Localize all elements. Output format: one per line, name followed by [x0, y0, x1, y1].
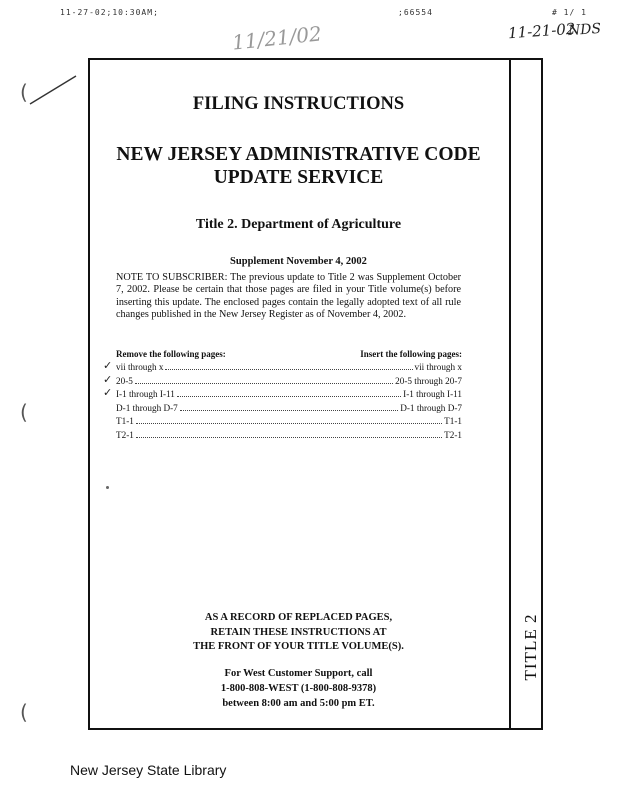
remove-column-header: Remove the following pages:: [116, 349, 226, 359]
remove-pages: 20-5: [116, 375, 133, 386]
code-title-line1: NEW JERSEY ADMINISTRATIVE CODE: [116, 144, 481, 165]
insert-pages: T1-1: [444, 416, 462, 426]
remove-pages: T2-1: [116, 429, 134, 440]
customer-support: [88, 666, 509, 711]
side-title-label: TITLE 2: [521, 613, 540, 681]
record-instructions: [88, 611, 509, 655]
side-divider: [509, 58, 511, 730]
remove-pages: I-1 through I-11: [116, 389, 175, 399]
scan-speck: [106, 486, 109, 489]
page-title: FILING INSTRUCTIONS: [192, 94, 405, 114]
handwritten-date: 11-21-02: [507, 19, 576, 43]
handwritten-initials: NDS: [567, 20, 602, 40]
hole-punch-mark: (: [20, 80, 28, 104]
table-row: [116, 416, 462, 430]
table-row: [103, 373, 462, 390]
insert-pages: D-1 through D-7: [400, 402, 462, 413]
record-line: RETAIN THESE INSTRUCTIONS AT: [210, 626, 387, 638]
remove-pages: T1-1: [116, 416, 134, 426]
supplement-date: Supplement November 4, 2002: [230, 256, 367, 267]
fax-header: [0, 8, 618, 22]
leader-dots: [136, 423, 442, 424]
handwritten-scribble: 11/21/02: [230, 21, 323, 55]
checkmark-icon: ✓: [103, 360, 113, 372]
table-row: [103, 387, 462, 403]
checkmark-icon: ✓: [103, 373, 113, 386]
support-hours: between 8:00 am and 5:00 pm ET.: [222, 698, 375, 709]
pages-table: [103, 360, 462, 443]
insert-column-header: Insert the following pages:: [360, 349, 462, 359]
fax-page: # 1/ 1: [552, 8, 587, 17]
record-line: THE FRONT OF YOUR TITLE VOLUME(S).: [193, 641, 404, 652]
pen-stroke-mark: [28, 74, 78, 108]
remove-pages: vii through x: [116, 362, 164, 372]
insert-pages: T2-1: [444, 429, 462, 440]
leader-dots: [136, 437, 442, 438]
leader-dots: [177, 396, 401, 397]
library-stamp: New Jersey State Library: [70, 762, 227, 778]
leader-dots: [165, 369, 412, 370]
table-row: [116, 403, 462, 417]
record-line: AS A RECORD OF REPLACED PAGES,: [204, 612, 393, 623]
title-heading: Title 2. Department of Agriculture: [195, 217, 402, 232]
leader-dots: [180, 410, 398, 411]
support-line: For West Customer Support, call: [224, 668, 373, 679]
support-phone: 1-800-808-WEST (1-800-808-9378): [220, 683, 377, 694]
fax-number: ;66554: [398, 8, 433, 17]
checkmark-icon: ✓: [103, 387, 113, 399]
table-row: [116, 430, 462, 444]
table-row: [103, 360, 462, 376]
hole-punch-mark: (: [20, 400, 28, 424]
hole-punch-mark: (: [20, 700, 28, 724]
insert-pages: vii through x: [414, 362, 462, 372]
insert-pages: I-1 through I-11: [403, 389, 462, 399]
subscriber-note: NOTE TO SUBSCRIBER: The previous update to Title 2 was Supplement October 7, 2002. Please be certain that those pages are filed in your Title volume(s) before inserting this update. The enclosed pages contain the legally adopted text of all rule changes published in the New Jersey Register as of November 4, 2002.: [116, 272, 461, 321]
fax-timestamp: 11-27-02;10:30AM;: [60, 8, 159, 17]
insert-pages: 20-5 through 20-7: [395, 375, 462, 386]
leader-dots: [135, 383, 393, 384]
remove-pages: D-1 through D-7: [116, 402, 178, 413]
code-title-line2: UPDATE SERVICE: [213, 167, 384, 188]
